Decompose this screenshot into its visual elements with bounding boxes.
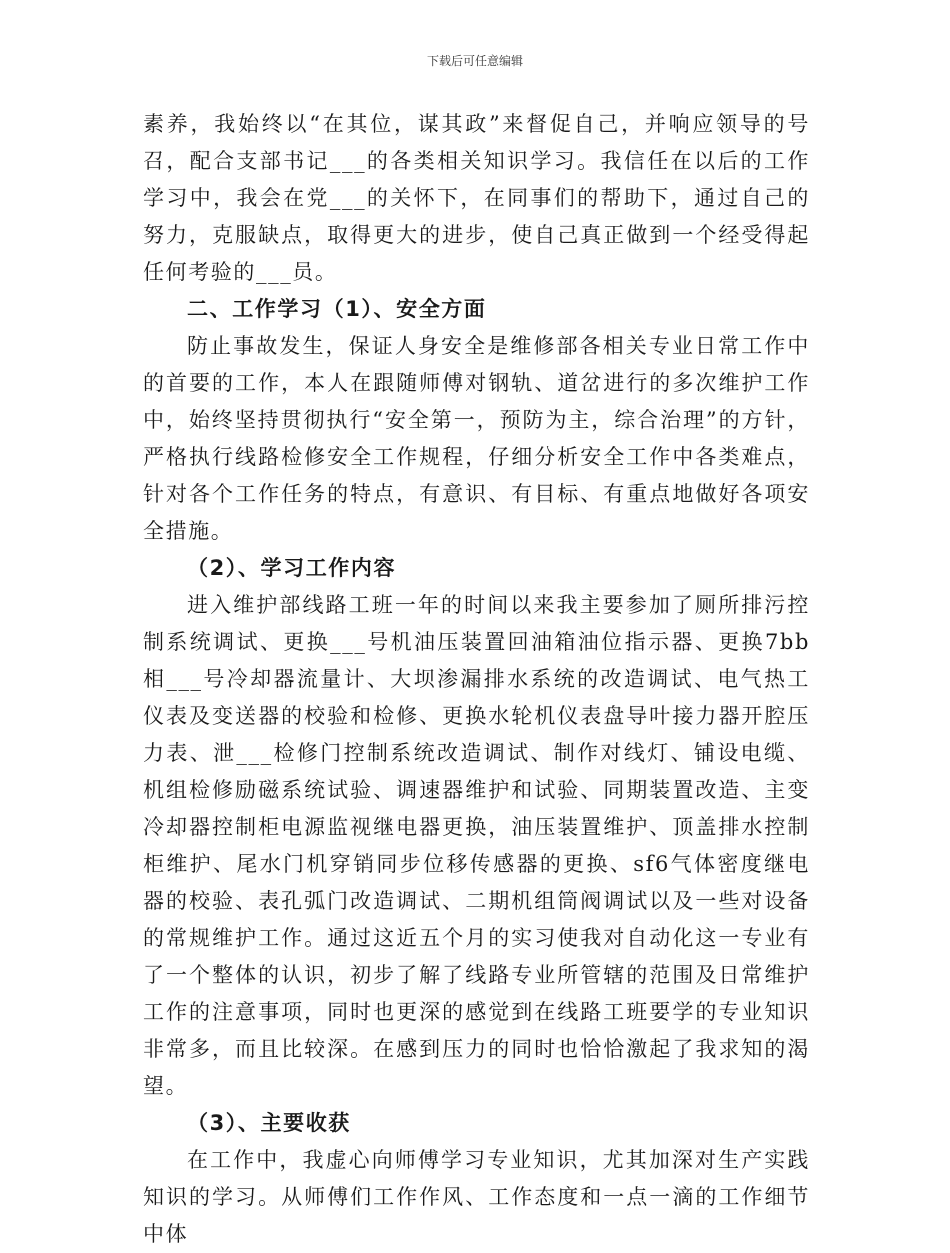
paragraph-safety: 防止事故发生，保证人身安全是维修部各相关专业日常工作中的首要的工作，本人在跟随师傅对钢轨、道岔进行的多次维护工作中，始终坚持贯彻执行“安全第一，预防为主，综合治理”的方针，严格执行线路检修安全工作规程，仔细分析安全工作中各类难点，针对各个工作任务的特点，有意识、有目标、有重点地做好各项安全措施。: [143, 334, 810, 543]
paragraph-main-gains: 在工作中，我虚心向师傅学习专业知识，尤其加深对生产实践知识的学习。从师傅们工作作风、工作态度和一点一滴的工作细节中体: [143, 1148, 810, 1246]
heading-safety: 二、工作学习（1）、安全方面: [187, 297, 487, 321]
paragraph-self-cultivation: 素养，我始终以“在其位，谋其政”来督促自己，并响应领导的号召，配合支部书记___的各类相关知识学习。我信任在以后的工作学习中，我会在党___的关怀下，在同事们的帮助下，通过自己的努力，克服缺点，取得更大的进步，使自己真正做到一个经受得起任何考验的___员。: [143, 112, 810, 284]
paragraph-work-content: 进入维护部线路工班一年的时间以来我主要参加了厕所排污控制系统调试、更换___号机油压装置回油箱油位指示器、更换7bb相___号冷却器流量计、大坝渗漏排水系统的改造调试、电气热工仪表及变送器的校验和检修、更换水轮机仪表盘导叶接力器开腔压力表、泄___检修门控制系统改造调试、制作对线灯、铺设电缆、机组检修励磁系统试验、调速器维护和试验、同期装置改造、主变冷却器控制柜电源监视继电器更换，油压装置维护、顶盖排水控制柜维护、尾水门机穿销同步位移传感器的更换、sf6气体密度继电器的校验、表孔弧门改造调试、二期机组筒阀调试以及一些对设备的常规维护工作。通过这近五个月的实习使我对自动化这一专业有了一个整体的认识，初步了解了线路专业所管辖的范围及日常维护工作的注意事项，同时也更深的感觉到在线路工班要学的专业知识非常多，而且比较深。在感到压力的同时也恰恰激起了我求知的渴望。: [143, 593, 810, 1098]
heading-main-gains: （3）、主要收获: [187, 1111, 351, 1135]
heading-work-content: （2）、学习工作内容: [187, 556, 397, 580]
page-header: 下载后可任意编辑: [426, 54, 523, 68]
document-body: [143, 106, 810, 1253]
